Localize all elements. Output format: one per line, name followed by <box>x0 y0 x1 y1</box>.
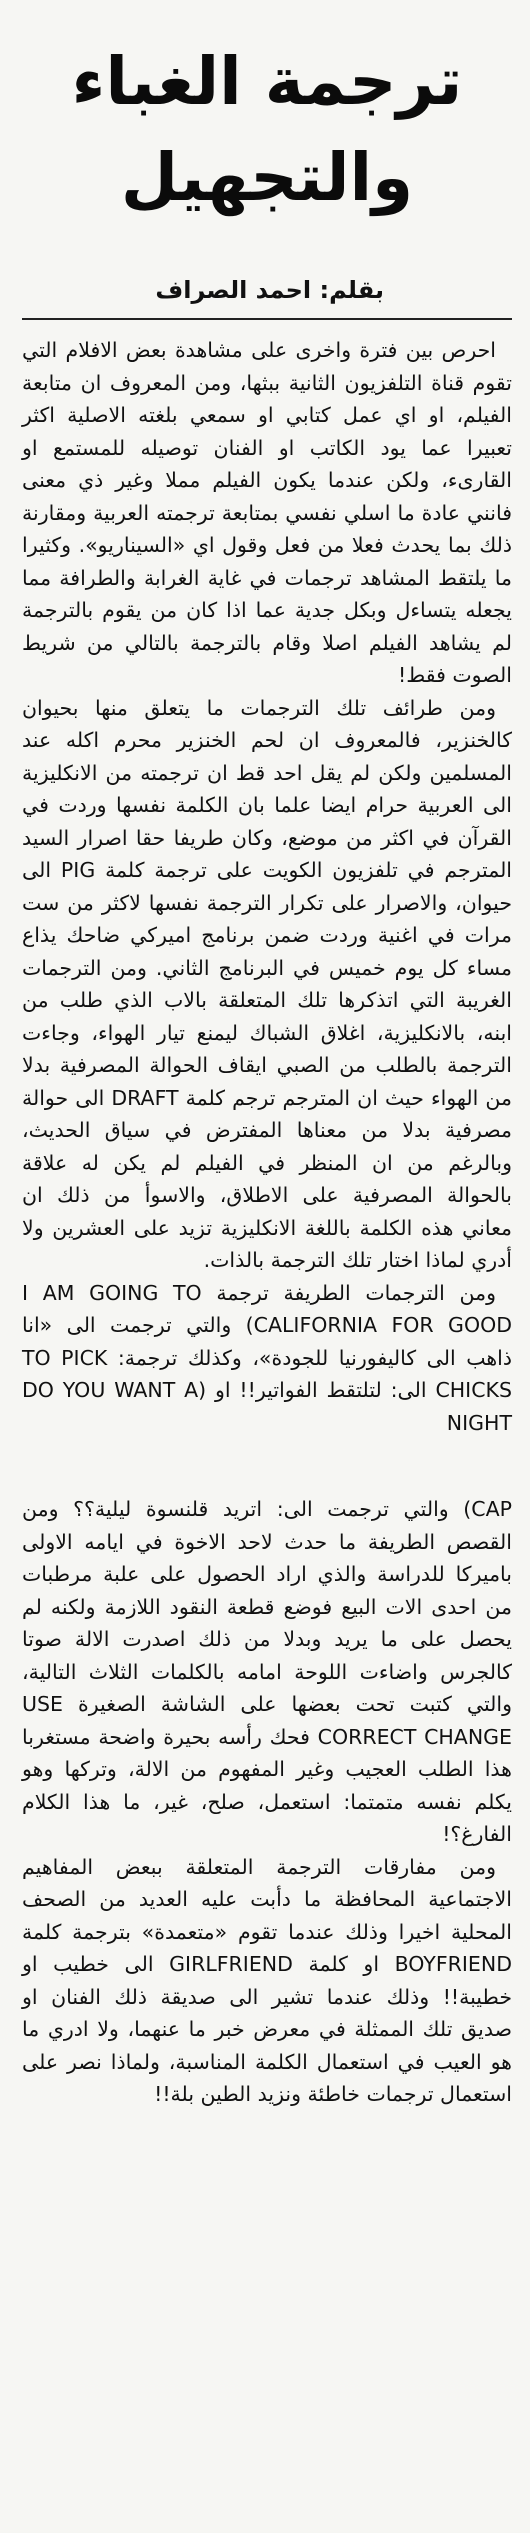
paragraph-3: ومن الترجمات الطريفة ترجمة I AM GOING TO CALIFORNIA FOR GOOD) والتي ترجمت الى «انا ذاهب الى كاليفورنيا للجودة»، وكذلك ترجمة: TO PICK CHICKS الى: لتلتقط الفواتير!! او (DO YOU WANT A NIGHT <box>22 1280 513 1435</box>
headline-line-1: ترجمة الغباء <box>71 43 463 120</box>
paragraph-2: ومن طرائف تلك الترجمات ما يتعلق منها بحيوان كالخنزير، فالمعروف ان لحم الخنزير محرم اكله عند المسلمين ولكن لم يقل احد قط ان ترجمته من الانكليزية الى العربية حرام ايضا علما بان الكلمة نفسها وردت في القرآن في اكثر من موضع، وكان طريفا حقا اصرار السيد المترجم في تلفزيون الكويت على ترجمة كلمة PIG الى حيوان، والاصرار على تكرار الترجمة نفسها لاكثر من ست مرات في اغنية وردت ضمن برنامج اميركي ضاحك يذاع مساء كل يوم خميس في البرنامج الثاني. ومن الترجمات الغريبة التي اتذكرها تلك المتعلقة بالاب الذي طلب من ابنه، بالانكليزية، اغلاق الشباك ليمنع تيار الهواء، وجاءت الترجمة بالطلب من الصبي ايقاف الحوالة المصرفية بدلا من الهواء حيث ان المترجم ترجم كلمة DRAFT الى حوالة مصرفية بدلا من معناها المفترض في سياق الحديث، وبالرغم من ان المنظر في الفيلم لم يكن له علاقة بالحوالة المصرفية على الاطلاق، والاسوأ من ذلك ان معاني هذه الكلمة باللغة الانكليزية تزيد على العشرين ولا أدري لماذا اختار تلك الترجمة بالذات. <box>22 695 513 1272</box>
byline: بقلم: احمد الصراف <box>155 276 384 304</box>
paragraph-4: CAP) والتي ترجمت الى: اتريد قلنسوة ليلية؟؟ ومن القصص الطريفة ما حدث لاحد الاخوة في ايامه الاولى باميركا للدراسة والذي اراد الحصول على علبة مرطبات من احدى الات البيع فوضع قطعة النقود اللازمة ولكنه لم يحصل على ما يريد وبدلا من ذلك اصدرت الالة صوتا كالجرس واضاءت اللوحة امامه بالكلمات الثلاث التالية، والتي كتبت تحت بعضها على الشاشة الصغيرة USE CORRECT CHANGE فحك رأسه بحيرة واضحة مستغربا هذا الطلب العجيب وغير المفهوم من الالة، وتركها وهو يكلم نفسه متمتما: استعمل، صلح، غير، ما هذا الكلام الفارغ؟! <box>22 1497 513 1846</box>
paragraph-1: احرص بين فترة واخرى على مشاهدة بعض الافلام التي تقوم قناة التلفزيون الثانية ببثها، ومن المعروف ان متابعة الفيلم، او اي عمل كتابي او سمعي بلغته الاصلية اكثر تعبيرا عما يود الكاتب او الفنان توصيله للمستمع او القارىء، ولكن عندما يكون الفيلم مملا وغير ذي معنى فانني عادة ما اسلي نفسي بمتابعة ترجمته العربية ومقارنة ذلك بما يحدث فعلا من فعل وقول اي «السيناريو». وكثيرا ما يلتقط المشاهد ترجمات في غاية الغرابة والطرافة مما يجعله يتساءل وبكل جدية عما اذا كان من يقوم بالترجمة لم يشاهد الفيلم اصلا وقام بالترجمة بالتالي من شريط الصوت فقط! <box>22 338 512 687</box>
byline-rule <box>22 318 512 320</box>
headline <box>22 0 512 226</box>
column-gap <box>22 1439 512 1493</box>
headline-line-2: والتجهيل <box>120 139 414 216</box>
paragraph-5: ومن مفارقات الترجمة المتعلقة ببعض المفاهيم الاجتماعية المحافظة ما دأبت عليه العديد من الصحف المحلية اخيرا وذلك عندما تقوم «متعمدة» بترجمة كلمة BOYFRIEND او كلمة GIRLFRIEND الى خطيب او خطيبة!! وذلك عندما تشير الى صديقة ذلك الفنان او صديق تلك الممثلة في معرض خبر ما عنهما، ولا ادري ما هو العيب في استعمال الكلمة المناسبة، ولماذا نصر على استعمال ترجمات خاطئة ونزيد الطين بلة!! <box>22 1854 512 2106</box>
article-body <box>22 334 512 2111</box>
